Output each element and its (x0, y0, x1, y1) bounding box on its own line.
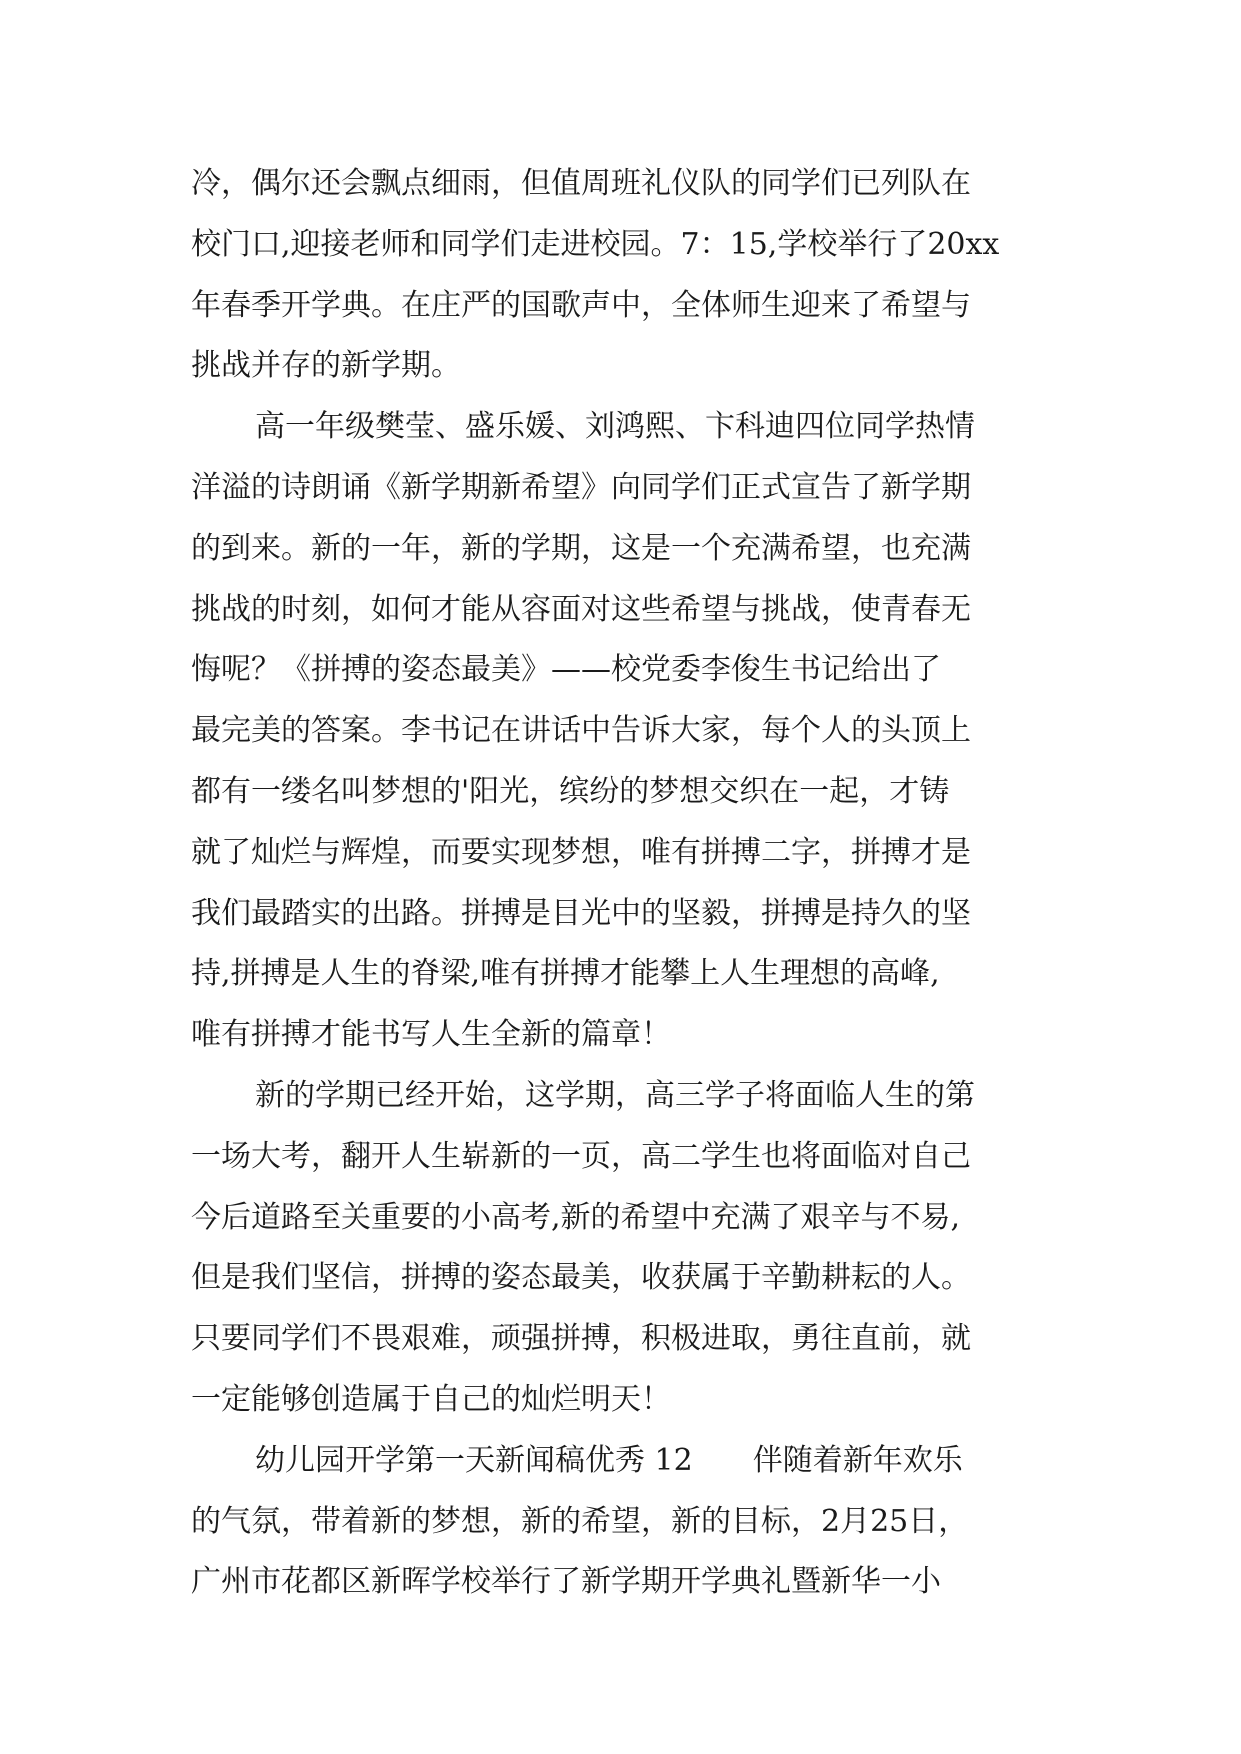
text-line: 持,拼搏是人生的脊梁,唯有拼搏才能攀上人生理想的高峰, (191, 956, 940, 992)
text-line: 悔呢？《拼搏的姿态最美》——校党委李俊生书记给出了 (191, 652, 941, 688)
text-line: 广州市花都区新晖学校举行了新学期开学典礼暨新华一小 (191, 1564, 941, 1600)
text-line: 今后道路至关重要的小高考,新的希望中充满了艰辛与不易, (191, 1199, 961, 1235)
text-line: 但是我们坚信，拼搏的姿态最美，收获属于辛勤耕耘的人。 (191, 1260, 971, 1296)
text-line: 洋溢的诗朗诵《新学期新希望》向同学们正式宣告了新学期 (191, 469, 971, 505)
text-line: 只要同学们不畏艰难，顽强拼搏，积极进取，勇往直前，就 (191, 1321, 971, 1357)
text-line: 一定能够创造属于自己的灿烂明天！ (191, 1381, 671, 1417)
text-line: 就了灿烂与辉煌，而要实现梦想，唯有拼搏二字，拼搏才是 (191, 834, 971, 870)
text-line: 我们最踏实的出路。拼搏是目光中的坚毅，拼搏是持久的坚 (191, 895, 971, 931)
paragraph-first-line: 高一年级樊莹、盛乐媛、刘鸿熙、卞科迪四位同学热情 (255, 409, 975, 445)
paragraph-first-line: 幼儿园开学第一天新闻稿优秀 12 伴随着新年欢乐 (255, 1442, 963, 1478)
paragraph-first-line: 新的学期已经开始，这学期，高三学子将面临人生的第 (255, 1077, 975, 1113)
text-line: 校门口,迎接老师和同学们走进校园。7：15,学校举行了20xx (191, 226, 1000, 262)
text-line: 最完美的答案。李书记在讲话中告诉大家，每个人的头顶上 (191, 713, 971, 749)
text-line: 年春季开学典。在庄严的国歌声中，全体师生迎来了希望与 (191, 287, 971, 323)
document-body (191, 154, 1051, 1613)
text-line: 唯有拼搏才能书写人生全新的篇章！ (191, 1017, 671, 1053)
text-line: 都有一缕名叫梦想的'阳光，缤纷的梦想交织在一起，才铸 (191, 773, 950, 809)
text-line: 冷，偶尔还会飘点细雨，但值周班礼仪队的同学们已列队在 (191, 166, 971, 201)
text-line: 挑战的时刻，如何才能从容面对这些希望与挑战，使青春无 (191, 591, 971, 627)
text-line: 的气氛，带着新的梦想，新的希望，新的目标，2月25日， (191, 1503, 969, 1539)
text-line: 挑战并存的新学期。 (191, 348, 461, 384)
text-line: 的到来。新的一年，新的学期，这是一个充满希望，也充满 (191, 530, 971, 566)
text-line: 一场大考，翻开人生崭新的一页，高二学生也将面临对自己 (191, 1138, 971, 1174)
